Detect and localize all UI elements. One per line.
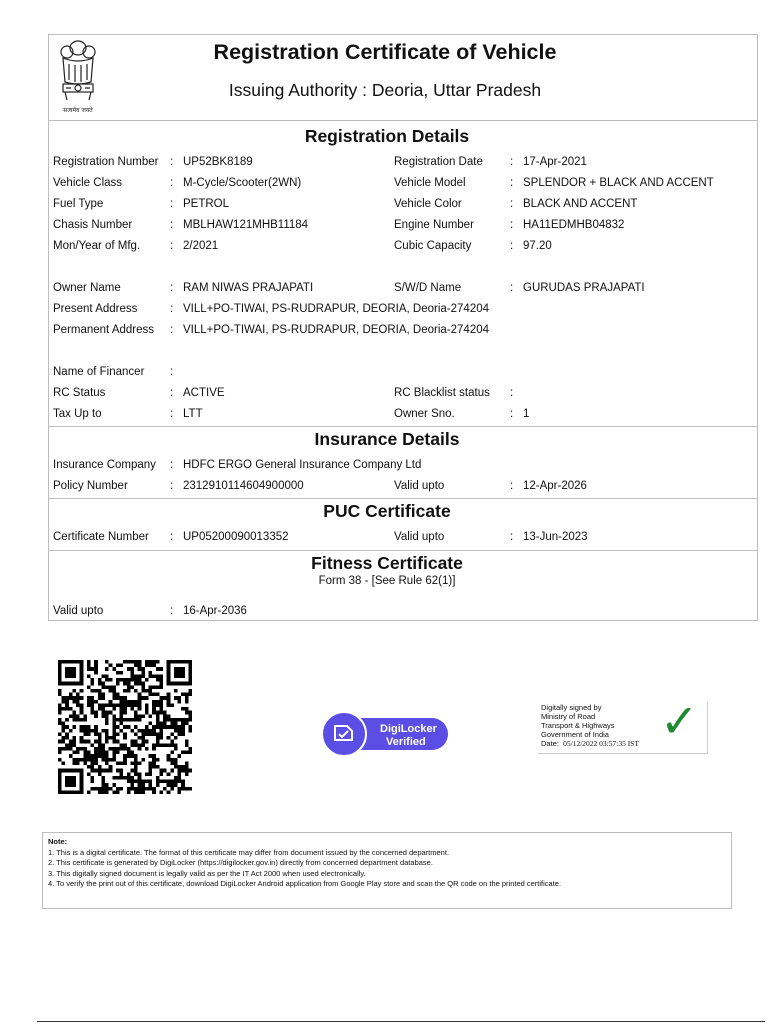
divider [48, 120, 758, 121]
signature-text: Digitally signed by Ministry of Road Transport & Highways Government of India Date: 05/12/2022 03:57:35 IST [541, 703, 639, 748]
divider [48, 498, 758, 499]
owner-row: Owner Name : RAM NIWAS PRAJAPATI S/W/D Name : GURUDAS PRAJAPATI [53, 282, 645, 294]
detail-row: Fuel Type : PETROL Vehicle Color : BLACK AND ACCENT [53, 198, 638, 210]
divider [48, 426, 758, 427]
badge-line2: Verified [386, 736, 426, 748]
verified-check-icon: ✓ [660, 694, 699, 748]
detail-row: Chasis Number : MBLHAW121MHB11184 Engine Number : HA11EDMHB04832 [53, 219, 625, 231]
detail-row: Registration Number : UP52BK8189 Registration Date : 17-Apr-2021 [53, 156, 587, 168]
note-item: 2. This certificate is generated by DigiLocker (https://digilocker.gov.in) directly from concerned department database. [48, 858, 433, 868]
registration-heading: Registration Details [304, 126, 470, 146]
digilocker-verified-badge [320, 710, 450, 760]
fitness-form-ref: Form 38 - [See Rule 62(1)] [318, 575, 456, 587]
qr-finder-pattern [167, 660, 192, 685]
present-address-row: Present Address : VILL+PO-TIWAI, PS-RUDRAPUR, DEORIA, Deoria-274204 [53, 303, 490, 315]
fitness-heading: Fitness Certificate [311, 553, 463, 573]
rc-status-row: RC Status : ACTIVE RC Blacklist status : [53, 387, 514, 399]
permanent-address-row: Permanent Address : VILL+PO-TIWAI, PS-RUDRAPUR, DEORIA, Deoria-274204 [53, 324, 490, 336]
note-item: 1. This is a digital certificate. The format of this certificate may differ from document issued by the concerned department. [48, 847, 450, 857]
policy-row: Policy Number : 2312910114604900000 Valid upto : 12-Apr-2026 [53, 480, 587, 492]
insurance-company-row: Insurance Company : HDFC ERGO General Insurance Company Ltd [53, 459, 422, 471]
puc-row: Certificate Number : UP05200090013352 Valid upto : 13-Jun-2023 [53, 531, 588, 543]
tax-row: Tax Up to : LTT Owner Sno. : 1 [53, 408, 530, 420]
puc-heading: PUC Certificate [323, 501, 451, 521]
badge-line1: DigiLocker [380, 723, 437, 735]
note-heading: Note: [48, 837, 68, 846]
financer-row: Name of Financer : [53, 366, 174, 378]
note-item: 4. To verify the print out of this certificate, download DigiLocker Android application from Google Play store and scan the QR code on the printed certificate. [48, 879, 562, 889]
divider [48, 550, 758, 551]
qr-finder-pattern [58, 769, 83, 794]
detail-row: Mon/Year of Mfg. : 2/2021 Cubic Capacity : 97.20 [53, 240, 552, 252]
emblem-motto: सत्यमेव जयते [63, 107, 93, 114]
note-item: 3. This digitally signed document is legally valid as per the IT Act 2000 when used electronically. [48, 868, 366, 878]
fitness-row: Valid upto : 16-Apr-2036 [53, 605, 247, 617]
qr-finder-pattern [58, 660, 83, 685]
insurance-heading: Insurance Details [314, 429, 460, 449]
issuing-authority: Issuing Authority : Deoria, Uttar Pradesh [228, 80, 542, 100]
qr-code [54, 660, 196, 794]
note-box [42, 832, 732, 909]
detail-row: Vehicle Class : M-Cycle/Scooter(2WN) Vehicle Model : SPLENDOR + BLACK AND ACCENT [53, 177, 714, 189]
footer-rule [37, 1021, 765, 1022]
digital-signature [538, 694, 708, 754]
certificate-title: Registration Certificate of Vehicle [213, 40, 557, 64]
